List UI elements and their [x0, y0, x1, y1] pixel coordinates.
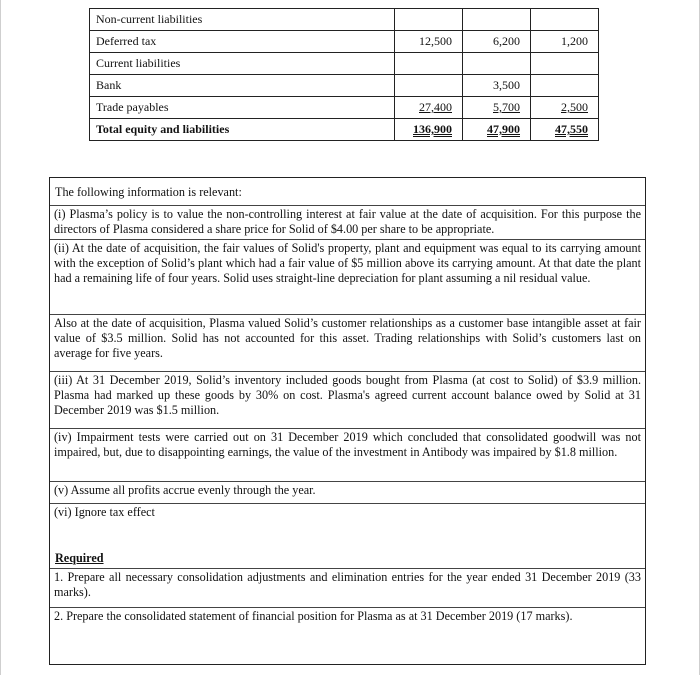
- note-paragraph: Also at the date of acquisition, Plasma valued Solid’s customer relationships as a customer base intangible asset at fair value of $3.5 million. Solid has not accounted for this asset. Trading relationships with Solid’s customers last on average for five years.: [50, 314, 645, 361]
- table-row: [90, 53, 599, 75]
- underlined-value: 2,500: [561, 100, 588, 114]
- row-label: Deferred tax: [90, 31, 395, 53]
- intro-text: The following information is relevant:: [55, 185, 242, 199]
- underlined-value: 27,400: [419, 100, 452, 114]
- cell-value: [463, 53, 531, 75]
- row-label: Bank: [90, 75, 395, 97]
- cell-value: 3,500: [463, 75, 531, 97]
- cell-value: [531, 119, 599, 141]
- note-paragraph: (i) Plasma’s policy is to value the non-controlling interest at fair value at the date of acquisition. For this purpose the directors of Plasma considered a share price for Solid of $4.00 per share to be appropriate.: [50, 205, 645, 237]
- row-label: Trade payables: [90, 97, 395, 119]
- table-row: [90, 97, 599, 119]
- total-value: 47,900: [487, 122, 520, 136]
- table-row: [90, 31, 599, 53]
- total-value: 47,550: [555, 122, 588, 136]
- information-box: [49, 177, 646, 665]
- cell-value: [531, 97, 599, 119]
- row-label: Current liabilities: [90, 53, 395, 75]
- row-label: Total equity and liabilities: [90, 119, 395, 141]
- cell-value: 12,500: [395, 31, 463, 53]
- cell-value: [463, 9, 531, 31]
- cell-value: 1,200: [531, 31, 599, 53]
- table-row-total: [90, 119, 599, 141]
- cell-value: [463, 97, 531, 119]
- requirement-paragraph: 2. Prepare the consolidated statement of financial position for Plasma as at 31 December 2019 (17 marks).: [50, 607, 645, 624]
- requirement-paragraph: 1. Prepare all necessary consolidation adjustments and elimination entries for the year ended 31 December 2019 (33 marks).: [50, 568, 645, 600]
- row-label: Non-current liabilities: [90, 9, 395, 31]
- note-paragraph: (ii) At the date of acquisition, the fair values of Solid's property, plant and equipment was equal to its carrying amount with the exception of Solid’s plant which had a fair value of $5 million above its carrying amount. At that date the plant had a remaining life of four years. Solid uses straight-line depreciation for plant assuming a nil residual value.: [50, 239, 645, 286]
- cell-value: [531, 75, 599, 97]
- cell-value: [395, 119, 463, 141]
- cell-value: 6,200: [463, 31, 531, 53]
- cell-value: [463, 119, 531, 141]
- note-paragraph: (iv) Impairment tests were carried out on 31 December 2019 which concluded that consolidated goodwill was not impaired, but, due to disappointing earnings, the value of the investment in Antibody was impaired by $1.8 million.: [50, 428, 645, 460]
- cell-value: [531, 53, 599, 75]
- cell-value: [395, 97, 463, 119]
- cell-value: [395, 9, 463, 31]
- cell-value: [395, 75, 463, 97]
- note-paragraph: (v) Assume all profits accrue evenly through the year.: [50, 481, 645, 498]
- total-value: 136,900: [413, 122, 452, 136]
- note-paragraph: (vi) Ignore tax effect: [50, 503, 645, 520]
- note-paragraph: (iii) At 31 December 2019, Solid’s inventory included goods bought from Plasma (at cost to Solid) of $3.9 million. Plasma had marked up these goods by 30% on cost. Plasma's agreed current account balance owed by Solid at 31 December 2019 was $1.5 million.: [50, 371, 645, 418]
- liabilities-table: [89, 8, 599, 141]
- required-heading: Required: [55, 551, 104, 565]
- table-row: [90, 9, 599, 31]
- cell-value: [531, 9, 599, 31]
- table-row: [90, 75, 599, 97]
- cell-value: [395, 53, 463, 75]
- underlined-value: 5,700: [493, 100, 520, 114]
